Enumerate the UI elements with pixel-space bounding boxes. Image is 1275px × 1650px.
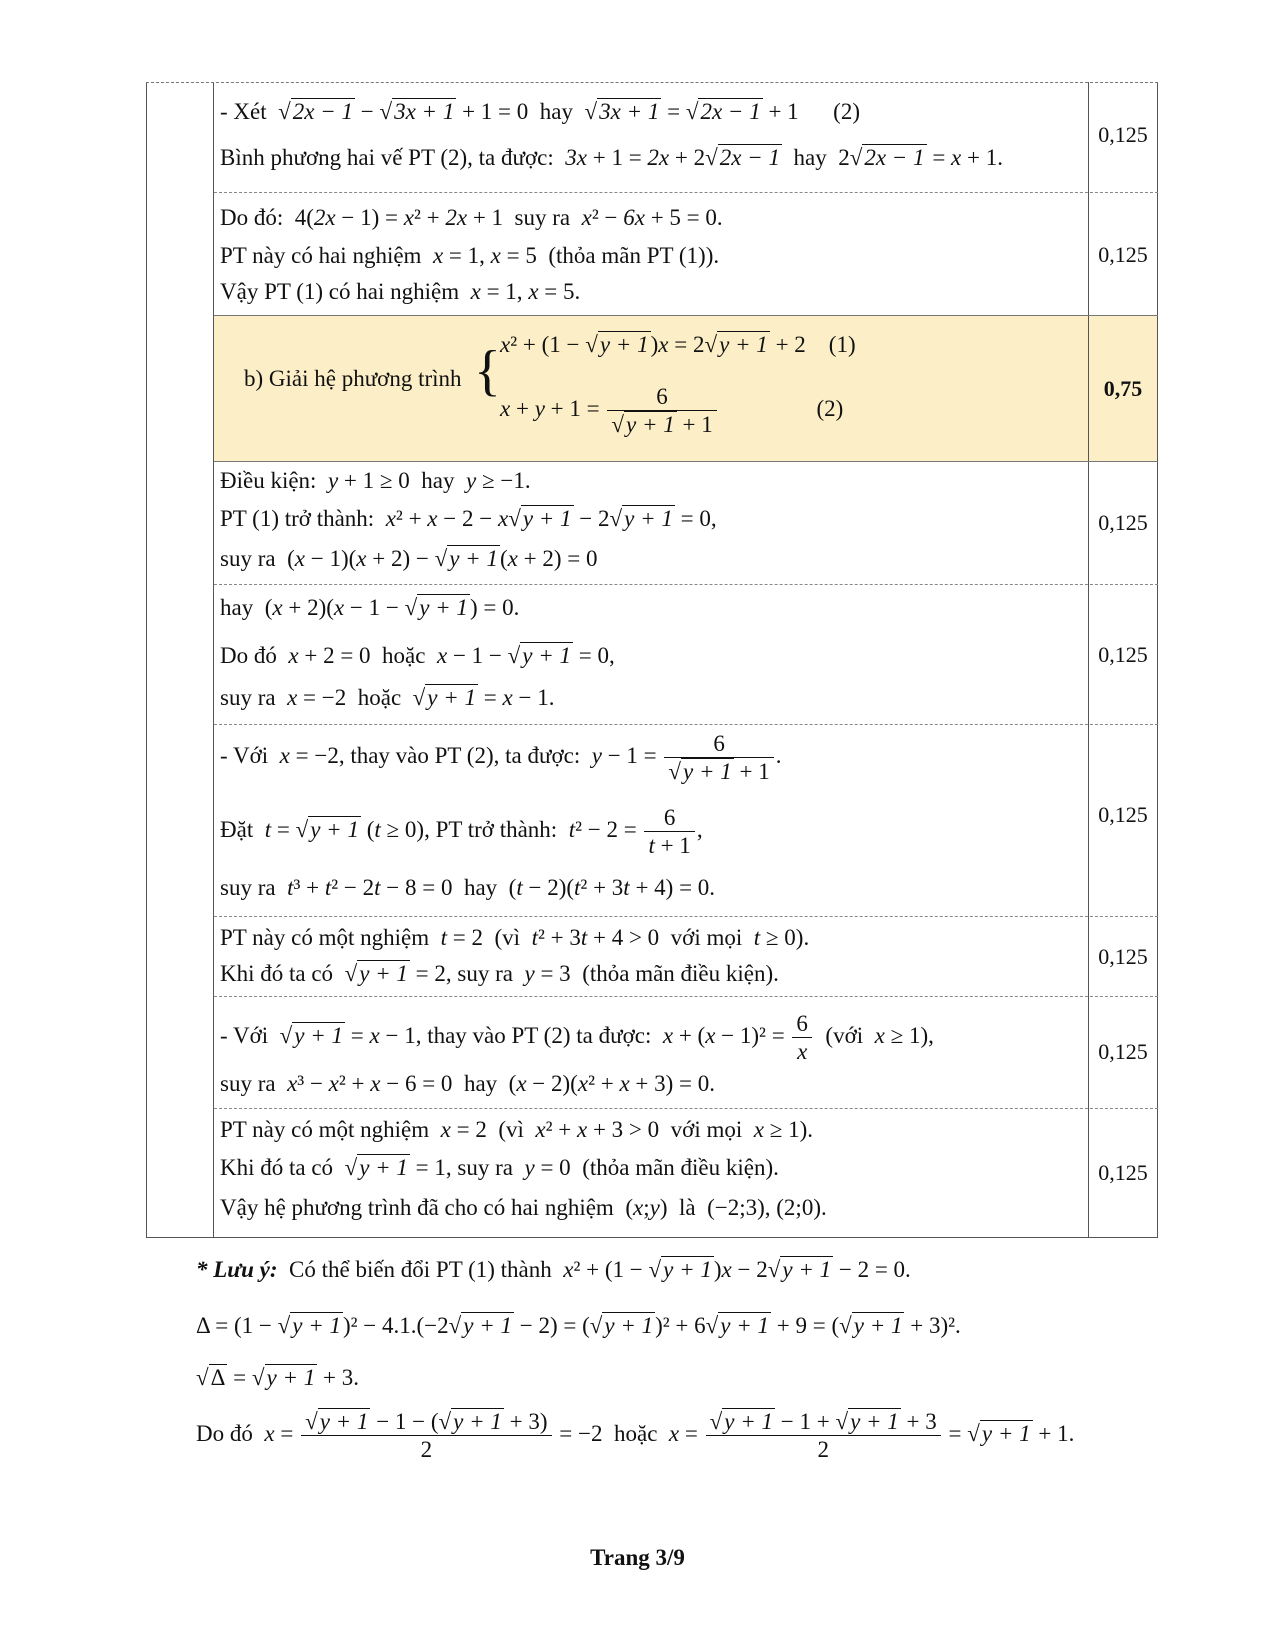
content-line: suy ra (x − 1)(x + 2) − √y + 1(x + 2) = 0 bbox=[220, 546, 598, 571]
content-line: PT này có một nghiệm x = 2 (vì x² + x + 3 > 0 với mọi x ≥ 1). bbox=[220, 1117, 814, 1142]
table-row bbox=[214, 724, 1088, 916]
content-line: - Với √y + 1 = x − 1, thay vào PT (2) ta được: x + (x − 1)² = $\frac{6}{x}$ (với x ≥ 1), bbox=[220, 1011, 934, 1064]
content-line: suy ra x³ − x² + x − 6 = 0 hay (x − 2)(x² + x + 3) = 0. bbox=[220, 1071, 716, 1096]
table-row bbox=[214, 315, 1088, 461]
content-line: Vậy PT (1) có hai nghiệm x = 1, x = 5. bbox=[220, 279, 581, 304]
table-row bbox=[214, 916, 1088, 996]
score-cell: 0,125 bbox=[1098, 802, 1148, 827]
score-cell: 0,125 bbox=[1098, 1039, 1148, 1064]
content-line: hay (x + 2)(x − 1 − √y + 1) = 0. bbox=[220, 595, 520, 620]
system-brace: { bbox=[474, 340, 501, 402]
content-line: Do đó x + 2 = 0 hoặc x − 1 − √y + 1 = 0, bbox=[220, 643, 615, 668]
content-line: PT này có một nghiệm t = 2 (vì t² + 3t + 4 > 0 với mọi t ≥ 0). bbox=[220, 925, 810, 950]
note-line: Δ = (1 − √y + 1)² − 4.1.(−2√y + 1 − 2) = (√y + 1)² + 6√y + 1 + 9 = (√y + 1 + 3)². bbox=[196, 1313, 961, 1338]
content-line: Do đó: 4(2x − 1) = x² + 2x + 1 suy ra x² − 6x + 5 = 0. bbox=[220, 205, 723, 230]
score-cell: 0,125 bbox=[1098, 122, 1148, 147]
content-line: Đặt t = √y + 1 (t ≥ 0), PT trở thành: t² − 2 = $\frac{6}{t + 1}$ , bbox=[220, 805, 703, 858]
equation-line: x² + (1 − √y + 1)x = 2√y + 1 + 2 (1) bbox=[500, 332, 856, 357]
table-row bbox=[214, 192, 1088, 315]
table-row bbox=[214, 82, 1088, 192]
equation-line: x + y + 1 = $\frac{6}{√y + 1 + 1}$ (2) bbox=[500, 384, 844, 437]
score-cell: 0,125 bbox=[1098, 642, 1148, 667]
score-cell: 0,75 bbox=[1103, 376, 1143, 401]
content-line: PT (1) trở thành: x² + x − 2 − x√y + 1 − 2√y + 1 = 0, bbox=[220, 506, 717, 531]
table-row bbox=[214, 461, 1088, 584]
content-line: suy ra x = −2 hoặc √y + 1 = x − 1. bbox=[220, 685, 555, 710]
content-line: Khi đó ta có √y + 1 = 1, suy ra y = 0 (thỏa mãn điều kiện). bbox=[220, 1155, 779, 1180]
content-line: Điều kiện: y + 1 ≥ 0 hay y ≥ −1. bbox=[220, 468, 531, 493]
content-line: - Với x = −2, thay vào PT (2), ta được: y − 1 = $\frac{6}{√y + 1 + 1}$ . bbox=[220, 731, 782, 784]
table-row bbox=[214, 1108, 1088, 1238]
content-line: Vậy hệ phương trình đã cho có hai nghiệm (x;y) là (−2;3), (2;0). bbox=[220, 1195, 827, 1220]
score-cell: 0,125 bbox=[1098, 510, 1148, 535]
table-row bbox=[214, 996, 1088, 1108]
content-line: suy ra t³ + t² − 2t − 8 = 0 hay (t − 2)(t² + 3t + 4) = 0. bbox=[220, 875, 716, 900]
content-line: b) Giải hệ phương trình bbox=[244, 366, 462, 391]
content-line: Khi đó ta có √y + 1 = 2, suy ra y = 3 (thỏa mãn điều kiện). bbox=[220, 961, 779, 986]
score-cell: 0,125 bbox=[1098, 1160, 1148, 1185]
table-left-column bbox=[146, 82, 214, 1238]
score-cell: 0,125 bbox=[1098, 944, 1148, 969]
note-line: Do đó x = $\frac{√y + 1 - 1 - (√y + 1 + 3)}{2}$ = −2 hoặc x = $\frac{√y + 1 - 1 + √y + 1 + 3}{2}$ = √y + 1 + 1. bbox=[196, 1409, 1075, 1462]
content-line: PT này có hai nghiệm x = 1, x = 5 (thỏa mãn PT (1)). bbox=[220, 243, 720, 268]
note-line: √Δ = √y + 1 + 3. bbox=[196, 1365, 359, 1390]
note-line: * Lưu ý: Có thể biến đổi PT (1) thành x² + (1 − √y + 1)x − 2√y + 1 − 2 = 0. bbox=[196, 1257, 911, 1282]
score-cell: 0,125 bbox=[1098, 242, 1148, 267]
page-footer: Trang 3/9 bbox=[590, 1545, 685, 1570]
content-line: - Xét √2x − 1 − √3x + 1 + 1 = 0 hay √3x + 1 = √2x − 1 + 1 (2) bbox=[220, 99, 860, 124]
content-line: Bình phương hai vế PT (2), ta được: 3x + 1 = 2x + 2√2x − 1 hay 2√2x − 1 = x + 1. bbox=[220, 145, 1003, 170]
table-row bbox=[214, 584, 1088, 724]
